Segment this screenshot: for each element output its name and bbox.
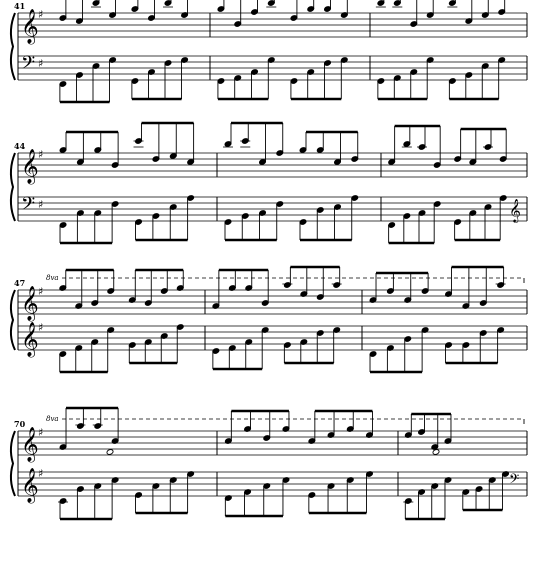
bass-clef-icon: 𝄢: [509, 471, 520, 490]
sharp-icon: ♯: [38, 285, 44, 298]
note-head: [106, 449, 114, 456]
treble-clef-icon: 𝄞: [21, 468, 39, 503]
measure-number: 70: [14, 419, 26, 429]
treble-clef-icon: 𝄞: [21, 149, 39, 184]
measure-number: 47: [14, 278, 26, 288]
sharp-icon: ♯: [38, 321, 44, 334]
brace: [11, 290, 15, 350]
ottava-marking: 8va: [46, 274, 59, 282]
brace: [11, 13, 15, 80]
bass-clef-icon: 𝄢: [21, 53, 36, 78]
treble-clef-icon: 𝄞: [21, 427, 39, 462]
brace: [11, 153, 15, 221]
treble-clef-icon: 𝄞: [21, 286, 39, 321]
bass-clef-icon: 𝄢: [21, 194, 36, 219]
sharp-icon: ♯: [38, 8, 44, 21]
sharp-icon: ♯: [38, 57, 44, 70]
measure-number: 44: [14, 141, 26, 151]
treble-clef-icon: 𝄞: [21, 9, 39, 44]
ottava-marking: 8va: [46, 415, 59, 423]
system-1: [11, 0, 527, 102]
system-2: [11, 123, 527, 243]
system-3: [11, 267, 527, 372]
brace: [11, 431, 15, 496]
sharp-icon: ♯: [38, 467, 44, 480]
sharp-icon: ♯: [38, 148, 44, 161]
system-4: [11, 408, 527, 519]
measure-number: 41: [14, 1, 26, 11]
sharp-icon: ♯: [38, 198, 44, 211]
systems-layer: [11, 0, 527, 519]
treble-clef-icon: 𝄞: [509, 198, 521, 222]
treble-clef-icon: 𝄞: [21, 322, 39, 357]
sharp-icon: ♯: [38, 426, 44, 439]
